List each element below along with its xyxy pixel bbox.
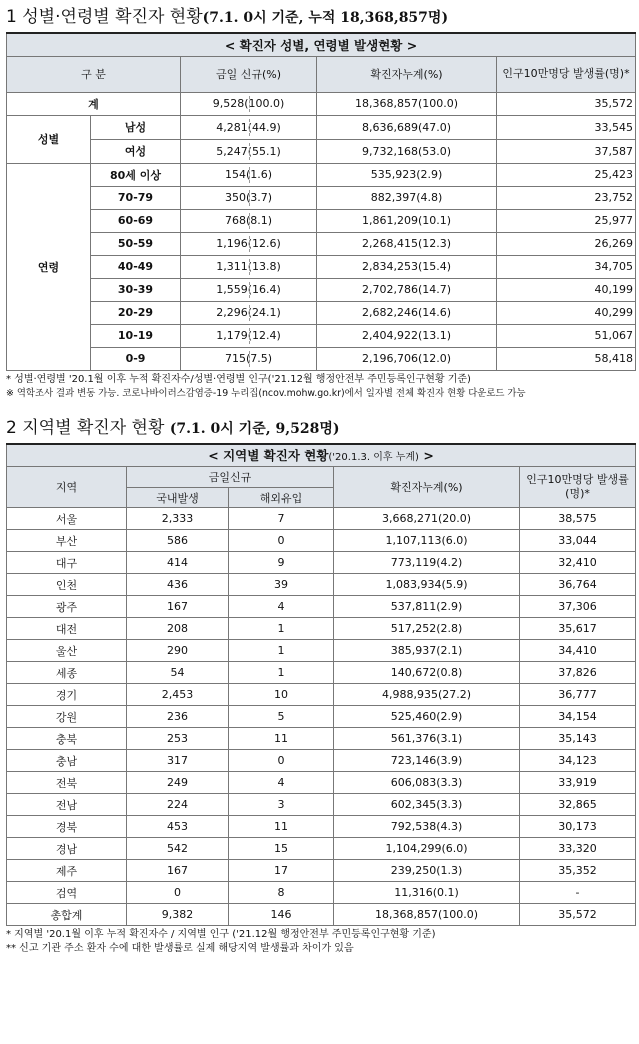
value: 1,861,209 — [361, 214, 418, 227]
value: 1,083,934 — [385, 578, 442, 591]
age-cumulative — [317, 278, 497, 301]
region-overseas: 1 — [229, 662, 334, 684]
age-row — [7, 209, 636, 232]
total-cum: 18,368,857 — [354, 97, 418, 110]
region-name: 서울 — [7, 508, 127, 530]
header-new-today-group: 금일신규 — [127, 467, 334, 488]
section2-title-bold: (7.1. 0시 기준, 9,528명) — [169, 420, 340, 437]
region-overseas: 17 — [229, 860, 334, 882]
region-caption-main: < 지역별 확진자 현황 — [208, 448, 329, 464]
age-cumulative — [317, 324, 497, 347]
section2-title-prefix: 2 지역별 확진자 현황 — [6, 417, 165, 438]
value: 2,268,415 — [361, 237, 418, 250]
region-name: 제주 — [7, 860, 127, 882]
value: 535,923 — [370, 168, 417, 181]
age-rate: 25,423 — [497, 163, 636, 186]
region-domestic: 253 — [127, 728, 229, 750]
total-cum-pct: (100.0) — [417, 97, 459, 110]
region-cumulative — [334, 706, 520, 728]
age-rate: 23,752 — [497, 186, 636, 209]
percent: (14.7) — [417, 283, 452, 296]
value: 715 — [224, 352, 246, 365]
percent: (6.0) — [441, 534, 468, 547]
region-rate: 37,306 — [520, 596, 636, 618]
value: 1,559 — [216, 283, 248, 296]
region-name: 총합계 — [7, 904, 127, 926]
region-name: 인천 — [7, 574, 127, 596]
age-rate: 25,977 — [497, 209, 636, 232]
percent: (4.8) — [416, 191, 443, 204]
age-row — [7, 163, 636, 186]
percent: (27.2) — [437, 688, 472, 701]
value: 2,834,253 — [361, 260, 418, 273]
region-rate: 33,320 — [520, 838, 636, 860]
value: 768 — [224, 214, 246, 227]
region-cumulative — [334, 552, 520, 574]
value: 8,636,689 — [361, 120, 418, 134]
percent: (12.4) — [247, 329, 281, 342]
age-label: 30-39 — [91, 278, 181, 301]
percent: (13.8) — [247, 260, 281, 273]
age-label: 40-49 — [91, 255, 181, 278]
age-rate: 34,705 — [497, 255, 636, 278]
sex-cumulative — [317, 115, 497, 139]
region-row — [7, 706, 636, 728]
region-row — [7, 838, 636, 860]
section1-title-prefix: 1 성별·연령별 확진자 현황 — [6, 7, 203, 27]
percent: (44.9) — [247, 120, 281, 134]
age-cumulative — [317, 186, 497, 209]
age-cumulative — [317, 232, 497, 255]
percent: (6.0) — [441, 842, 468, 855]
region-row — [7, 596, 636, 618]
percent: (2.8) — [436, 622, 463, 635]
percent: (53.0) — [417, 144, 452, 158]
region-overseas: 11 — [229, 728, 334, 750]
region-rate: 36,777 — [520, 684, 636, 706]
region-name: 충남 — [7, 750, 127, 772]
percent: (24.1) — [247, 306, 281, 319]
value: 385,937 — [390, 644, 437, 657]
region-domestic: 54 — [127, 662, 229, 684]
region-overseas: 9 — [229, 552, 334, 574]
region-overseas: 146 — [229, 904, 334, 926]
age-row — [7, 278, 636, 301]
percent: (2.9) — [416, 168, 443, 181]
header-cumulative: 확진자누계(%) — [317, 56, 497, 92]
sex-cumulative — [317, 139, 497, 163]
region-domestic: 0 — [127, 882, 229, 904]
region-rate: 35,572 — [520, 904, 636, 926]
sex-age-table-caption: < 확진자 성별, 연령별 발생현황 > — [7, 33, 636, 56]
region-overseas: 10 — [229, 684, 334, 706]
region-overseas: 1 — [229, 618, 334, 640]
region-domestic: 208 — [127, 618, 229, 640]
age-new — [181, 232, 317, 255]
region-rate: 35,617 — [520, 618, 636, 640]
region-row — [7, 530, 636, 552]
region-rate: 37,826 — [520, 662, 636, 684]
region-name: 경기 — [7, 684, 127, 706]
region-cumulative — [334, 728, 520, 750]
region-rate: 30,173 — [520, 816, 636, 838]
region-cumulative — [334, 904, 520, 926]
percent: (12.6) — [247, 237, 281, 250]
total-new: 9,528 — [212, 97, 245, 110]
region-cumulative — [334, 662, 520, 684]
value: 606,083 — [390, 776, 437, 789]
sex-rate: 37,587 — [497, 139, 636, 163]
region-row — [7, 904, 636, 926]
region-row — [7, 772, 636, 794]
region-name: 대전 — [7, 618, 127, 640]
age-label: 0-9 — [91, 347, 181, 370]
value: 602,345 — [390, 798, 437, 811]
region-row — [7, 574, 636, 596]
region-cumulative — [334, 640, 520, 662]
age-new — [181, 186, 317, 209]
percent: (5.9) — [441, 578, 468, 591]
region-name: 경남 — [7, 838, 127, 860]
percent: (15.4) — [417, 260, 452, 273]
value: 773,119 — [390, 556, 437, 569]
percent: (3.1) — [436, 732, 463, 745]
value: 239,250 — [390, 864, 437, 877]
region-cumulative — [334, 684, 520, 706]
age-label: 10-19 — [91, 324, 181, 347]
percent: (4.2) — [436, 556, 463, 569]
region-cumulative — [334, 794, 520, 816]
age-cumulative — [317, 255, 497, 278]
region-cumulative — [334, 772, 520, 794]
age-new — [181, 209, 317, 232]
age-group-label: 연령 — [7, 163, 91, 370]
age-label: 20-29 — [91, 301, 181, 324]
region-overseas: 1 — [229, 640, 334, 662]
region-cumulative — [334, 816, 520, 838]
percent: (8.1) — [245, 214, 273, 227]
region-domestic: 414 — [127, 552, 229, 574]
value: 11,316 — [394, 886, 433, 899]
value: 9,732,168 — [361, 144, 418, 158]
age-new — [181, 324, 317, 347]
percent: (14.6) — [417, 306, 452, 319]
region-name: 전남 — [7, 794, 127, 816]
age-rate: 51,067 — [497, 324, 636, 347]
percent: (2.9) — [436, 710, 463, 723]
region-rate: 38,575 — [520, 508, 636, 530]
region-cumulative — [334, 508, 520, 530]
percent: (12.0) — [417, 352, 452, 365]
total-new-pct: (100.0) — [244, 97, 285, 110]
region-rate: 34,410 — [520, 640, 636, 662]
value: 2,702,786 — [361, 283, 418, 296]
region-domestic: 436 — [127, 574, 229, 596]
region-name: 대구 — [7, 552, 127, 574]
sex-label: 여성 — [91, 139, 181, 163]
percent: (12.3) — [417, 237, 452, 250]
percent: (20.0) — [437, 512, 472, 525]
total-label: 계 — [7, 92, 181, 115]
section1-title — [0, 6, 639, 28]
value: 561,376 — [390, 732, 437, 745]
region-rate: 33,919 — [520, 772, 636, 794]
region-overseas: 0 — [229, 530, 334, 552]
age-label: 50-59 — [91, 232, 181, 255]
region-domestic: 224 — [127, 794, 229, 816]
region-domestic: 317 — [127, 750, 229, 772]
percent: (100.0) — [437, 908, 479, 921]
value: 3,668,271 — [381, 512, 438, 525]
age-new — [181, 255, 317, 278]
value: 140,672 — [390, 666, 437, 679]
percent: (3.9) — [436, 754, 463, 767]
region-row — [7, 816, 636, 838]
age-new — [181, 347, 317, 370]
region-domestic: 453 — [127, 816, 229, 838]
region-row — [7, 618, 636, 640]
percent: (4.3) — [436, 820, 463, 833]
percent: (3.3) — [436, 798, 463, 811]
value: 18,368,857 — [374, 908, 438, 921]
percent: (2.9) — [436, 600, 463, 613]
region-name: 광주 — [7, 596, 127, 618]
section2-title — [0, 417, 639, 439]
region-domestic: 586 — [127, 530, 229, 552]
percent: (13.1) — [417, 329, 452, 342]
region-cumulative — [334, 882, 520, 904]
header-category: 구 분 — [7, 56, 181, 92]
region-overseas: 5 — [229, 706, 334, 728]
value: 1,104,299 — [385, 842, 442, 855]
section2-notes — [0, 928, 639, 956]
region-domestic: 9,382 — [127, 904, 229, 926]
age-new — [181, 278, 317, 301]
region-row — [7, 640, 636, 662]
region-row — [7, 552, 636, 574]
region-name: 전북 — [7, 772, 127, 794]
region-caption-end: > — [423, 448, 434, 464]
region-domestic: 542 — [127, 838, 229, 860]
sex-new — [181, 115, 317, 139]
header-new-today: 금일 신규(%) — [181, 56, 317, 92]
age-label: 70-79 — [91, 186, 181, 209]
age-rate: 40,299 — [497, 301, 636, 324]
region-overseas: 15 — [229, 838, 334, 860]
value: 1,196 — [216, 237, 248, 250]
value: 723,146 — [390, 754, 437, 767]
region-name: 검역 — [7, 882, 127, 904]
region-row — [7, 882, 636, 904]
region-cumulative — [334, 838, 520, 860]
region-cumulative — [334, 750, 520, 772]
value: 2,404,922 — [361, 329, 418, 342]
sex-row — [7, 139, 636, 163]
age-cumulative — [317, 301, 497, 324]
region-overseas: 3 — [229, 794, 334, 816]
value: 517,252 — [390, 622, 437, 635]
region-rate: - — [520, 882, 636, 904]
sex-label: 남성 — [91, 115, 181, 139]
value: 5,247 — [216, 144, 248, 158]
age-row — [7, 347, 636, 370]
section2-note-1: * 지역별 '20.1월 이후 누적 확진자수 / 지역별 인구 ('21.12월 행정안전부 주민등록인구현황 기준) — [6, 929, 436, 940]
region-row — [7, 684, 636, 706]
percent: (3.7) — [245, 191, 273, 204]
header-overseas: 해외유입 — [229, 488, 334, 508]
value: 1,179 — [216, 329, 248, 342]
value: 792,538 — [390, 820, 437, 833]
value: 350 — [224, 191, 246, 204]
region-overseas: 4 — [229, 596, 334, 618]
total-rate: 35,572 — [497, 92, 636, 115]
section1-note-2: ※ 역학조사 결과 변동 가능. 코로나바이러스감염증-19 누리집(ncov.mohw.go.kr)에서 일자별 전체 확진자 현황 다운로드 가능 — [6, 387, 526, 399]
region-domestic: 167 — [127, 860, 229, 882]
value: 882,397 — [370, 191, 417, 204]
header-region: 지역 — [7, 467, 127, 508]
age-cumulative — [317, 163, 497, 186]
sex-age-table — [6, 32, 636, 371]
region-domestic: 167 — [127, 596, 229, 618]
region-name: 강원 — [7, 706, 127, 728]
region-cumulative — [334, 530, 520, 552]
percent: (7.5) — [245, 352, 273, 365]
age-new — [181, 301, 317, 324]
region-domestic: 249 — [127, 772, 229, 794]
percent: (3.3) — [436, 776, 463, 789]
value: 4,281 — [216, 120, 248, 134]
value: 2,682,246 — [361, 306, 418, 319]
sex-group-label: 성별 — [7, 115, 91, 163]
region-row — [7, 860, 636, 882]
value: 4,988,935 — [381, 688, 438, 701]
region-cumulative — [334, 574, 520, 596]
region-name: 부산 — [7, 530, 127, 552]
region-rate: 35,143 — [520, 728, 636, 750]
region-cumulative — [334, 618, 520, 640]
region-name: 세종 — [7, 662, 127, 684]
region-overseas: 11 — [229, 816, 334, 838]
section1-note-1: * 성별·연령별 '20.1월 이후 누적 확진자수/성별·연령별 인구('21.12월 행정안전부 주민등록인구현황 기준) — [6, 373, 471, 385]
age-rate: 40,199 — [497, 278, 636, 301]
region-row — [7, 508, 636, 530]
region-table-caption — [7, 444, 636, 467]
region-domestic: 236 — [127, 706, 229, 728]
percent: (1.6) — [245, 168, 273, 181]
region-name: 충북 — [7, 728, 127, 750]
age-cumulative — [317, 347, 497, 370]
region-cumulative — [334, 596, 520, 618]
region-rate: 34,123 — [520, 750, 636, 772]
percent: (0.1) — [432, 886, 459, 899]
percent: (55.1) — [247, 144, 281, 158]
region-rate: 36,764 — [520, 574, 636, 596]
header-region-rate: 인구10만명당 발생률(명)* — [520, 467, 636, 508]
region-overseas: 39 — [229, 574, 334, 596]
region-overseas: 0 — [229, 750, 334, 772]
age-row — [7, 324, 636, 347]
age-row — [7, 232, 636, 255]
sex-row — [7, 115, 636, 139]
value: 1,311 — [216, 260, 248, 273]
region-overseas: 8 — [229, 882, 334, 904]
region-table — [6, 443, 636, 927]
region-name: 울산 — [7, 640, 127, 662]
header-rate: 인구10만명당 발생률(명)* — [497, 56, 636, 92]
header-region-cumulative: 확진자누계(%) — [334, 467, 520, 508]
section2-note-2: ** 신고 기관 주소 환자 수에 대한 발생률로 실제 해당지역 발생률과 차이가 있음 — [6, 943, 354, 954]
age-label: 60-69 — [91, 209, 181, 232]
age-row — [7, 186, 636, 209]
percent: (0.8) — [436, 666, 463, 679]
sex-rate: 33,545 — [497, 115, 636, 139]
value: 1,107,113 — [385, 534, 442, 547]
value: 2,196,706 — [361, 352, 418, 365]
percent: (2.1) — [436, 644, 463, 657]
value: 525,460 — [390, 710, 437, 723]
region-rate: 35,352 — [520, 860, 636, 882]
region-rate: 32,410 — [520, 552, 636, 574]
percent: (1.3) — [436, 864, 463, 877]
age-row — [7, 255, 636, 278]
region-row — [7, 728, 636, 750]
value: 154 — [224, 168, 246, 181]
region-row — [7, 662, 636, 684]
region-caption-small: ('20.1.3. 이후 누계) — [328, 452, 419, 464]
region-row — [7, 794, 636, 816]
percent: (10.1) — [417, 214, 452, 227]
total-row — [7, 92, 636, 115]
age-new — [181, 163, 317, 186]
age-rate: 26,269 — [497, 232, 636, 255]
region-domestic: 2,453 — [127, 684, 229, 706]
sex-new — [181, 139, 317, 163]
age-rate: 58,418 — [497, 347, 636, 370]
region-name: 경북 — [7, 816, 127, 838]
region-cumulative — [334, 860, 520, 882]
percent: (47.0) — [417, 120, 452, 134]
percent: (16.4) — [247, 283, 281, 296]
region-rate: 32,865 — [520, 794, 636, 816]
region-domestic: 2,333 — [127, 508, 229, 530]
age-row — [7, 301, 636, 324]
value: 2,296 — [216, 306, 248, 319]
age-cumulative — [317, 209, 497, 232]
region-overseas: 7 — [229, 508, 334, 530]
value: 537,811 — [390, 600, 437, 613]
region-rate: 33,044 — [520, 530, 636, 552]
region-rate: 34,154 — [520, 706, 636, 728]
section1-title-bold: (7.1. 0시 기준, 누적 18,368,857명) — [202, 10, 449, 26]
section1-notes — [0, 373, 639, 401]
region-domestic: 290 — [127, 640, 229, 662]
region-overseas: 4 — [229, 772, 334, 794]
region-row — [7, 750, 636, 772]
age-label: 80세 이상 — [91, 163, 181, 186]
header-domestic: 국내발생 — [127, 488, 229, 508]
